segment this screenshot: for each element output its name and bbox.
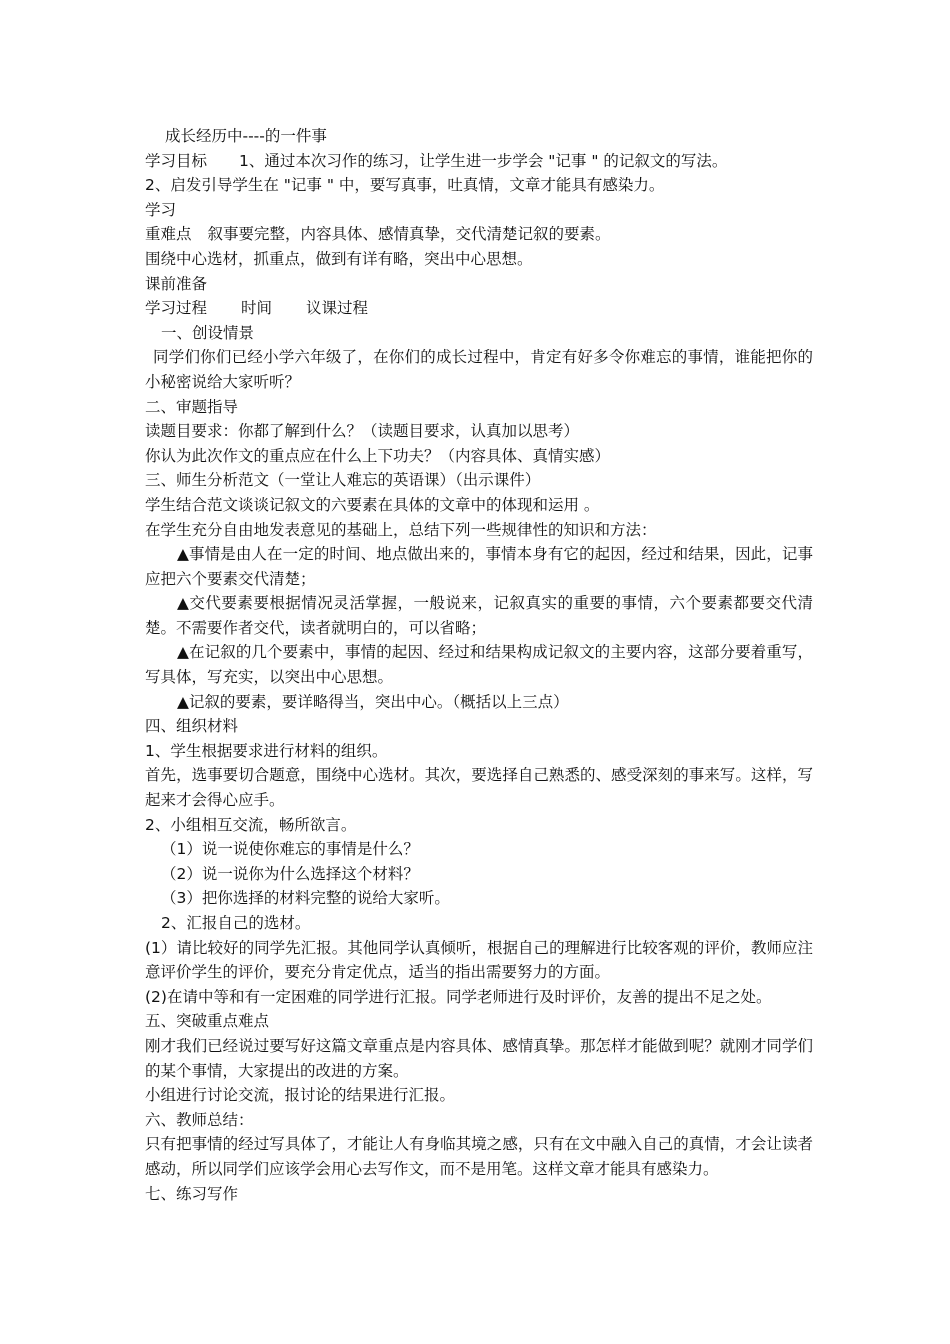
section-3-line-1: 学生结合范文谈谈记叙文的六要素在具体的文章中的体现和运用 。: [145, 495, 600, 514]
section-1-paragraph: 同学们你们已经小学六年级了，在你们的成长过程中，肯定有好多令你难忘的事情，谁能把你的小秘密说给大家听听？: [145, 348, 813, 391]
section-4-paragraph-1: 首先，选事要切合题意，围绕中心选材。其次，要选择自己熟悉的、感受深刻的事来写。这样，写起来才会得心应手。: [145, 766, 813, 810]
section-7-title: 七、练习写作: [145, 1184, 239, 1203]
key-1: 叙事要完整，内容具体、感情真挚，交代清楚记叙的要素。: [207, 225, 611, 244]
section-4-paragraph-2: (1）请比较好的同学先汇报。其他同学认真倾听，根据自己的理解进行比较客观的评价，教师应注意评价学生的评价，要充分肯定优点，适当的指出需要努力的方面。: [145, 938, 813, 982]
section-3-bullet-4: ▲记叙的要素，要详略得当，突出中心。（概括以上三点）: [177, 692, 569, 711]
key-2: 围绕中心选材，抓重点，做到有详有略，突出中心思想。: [145, 249, 533, 268]
section-4-title: 四、组织材料: [145, 717, 239, 736]
document-body: [145, 124, 813, 1206]
section-5-paragraph-1: 刚才我们已经说过要写好这篇文章重点是内容具体、感情真挚。那怎样才能做到呢？就刚才同学们的某个事情，大家提出的改进的方案。: [145, 1036, 813, 1080]
section-4-question-1: （1）说一说使你难忘的事情是什么？: [161, 840, 419, 859]
section-4-paragraph-3: (2)在请中等和有一定困难的同学进行汇报。同学老师进行及时评价，友善的提出不足之处。: [145, 987, 772, 1006]
goal-row: [145, 149, 813, 174]
document-title: 成长经历中----的一件事: [165, 127, 327, 145]
section-4-line-2: 2、小组相互交流，畅所欲言。: [145, 815, 357, 834]
section-4-question-2: （2）说一说你为什么选择这个材料？: [161, 864, 419, 883]
section-3-bullet-1: ▲事情是由人在一定的时间、地点做出来的，事情本身有它的起因，经过和结果，因此，记事应把六个要素交代清楚；: [145, 545, 813, 588]
section-5-line-1: 小组进行讨论交流，报讨论的结果进行汇报。: [145, 1086, 456, 1105]
process-header-row: [145, 296, 813, 321]
section-2-line-2: 你认为此次作文的重点应在什么上下功夫？（内容具体、真情实感）: [145, 446, 611, 465]
time-label: 时间: [241, 299, 273, 318]
prep-label: 课前准备: [145, 274, 208, 293]
key-label: 重难点: [145, 225, 192, 244]
section-3-line-2: 在学生充分自由地发表意见的基础上，总结下列一些规律性的知识和方法：: [145, 520, 657, 539]
goal-label: 学习目标: [145, 151, 208, 170]
section-3-bullet-3: ▲在记叙的几个要素中，事情的起因、经过和结果构成记叙文的主要内容，这部分要着重写，写具体，写充实，以突出中心思想。: [145, 643, 813, 687]
section-3-bullet-2: ▲交代要素要根据情况灵活掌握，一般说来，记叙真实的重要的事情，六个要素都要交代清楚。不需要作者交代，读者就明白的，可以省略；: [145, 594, 813, 637]
section-4-line-1: 1、学生根据要求进行材料的组织。: [145, 741, 388, 760]
section-1-title: 一、创设情景: [161, 323, 255, 342]
goal-2: 2、启发引导学生在 "记事 " 中，要写真事，吐真情，文章才能具有感染力。: [145, 176, 665, 195]
section-4-question-3: （3）把你选择的材料完整的说给大家听。: [161, 889, 450, 908]
section-3-title: 三、师生分析范文（一堂让人难忘的英语课）（出示课件）: [145, 471, 541, 490]
process-label: 学习过程: [145, 299, 208, 318]
goal-1: 1、通过本次习作的练习，让学生进一步学会 "记事 " 的记叙文的写法。: [239, 151, 728, 170]
section-4-line-3: 2、汇报自己的选材。: [161, 914, 311, 932]
section-6-title: 六、教师总结：: [145, 1110, 254, 1129]
discuss-label: 议课过程: [306, 299, 369, 318]
section-2-title: 二、审题指导: [145, 397, 239, 416]
section-6-paragraph-1: 只有把事情的经过写具体了，才能让人有身临其境之感，只有在文中融入自己的真情，才会让读者感动，所以同学们应该学会用心去写作文，而不是用笔。这样文章才能具有感染力。: [145, 1135, 813, 1178]
section-2-line-1: 读题目要求：你都了解到什么？（读题目要求，认真加以思考）: [145, 422, 580, 441]
section-5-title: 五、突破重点难点: [145, 1012, 270, 1031]
study-label: 学习: [145, 200, 177, 219]
key-row: [145, 222, 813, 247]
